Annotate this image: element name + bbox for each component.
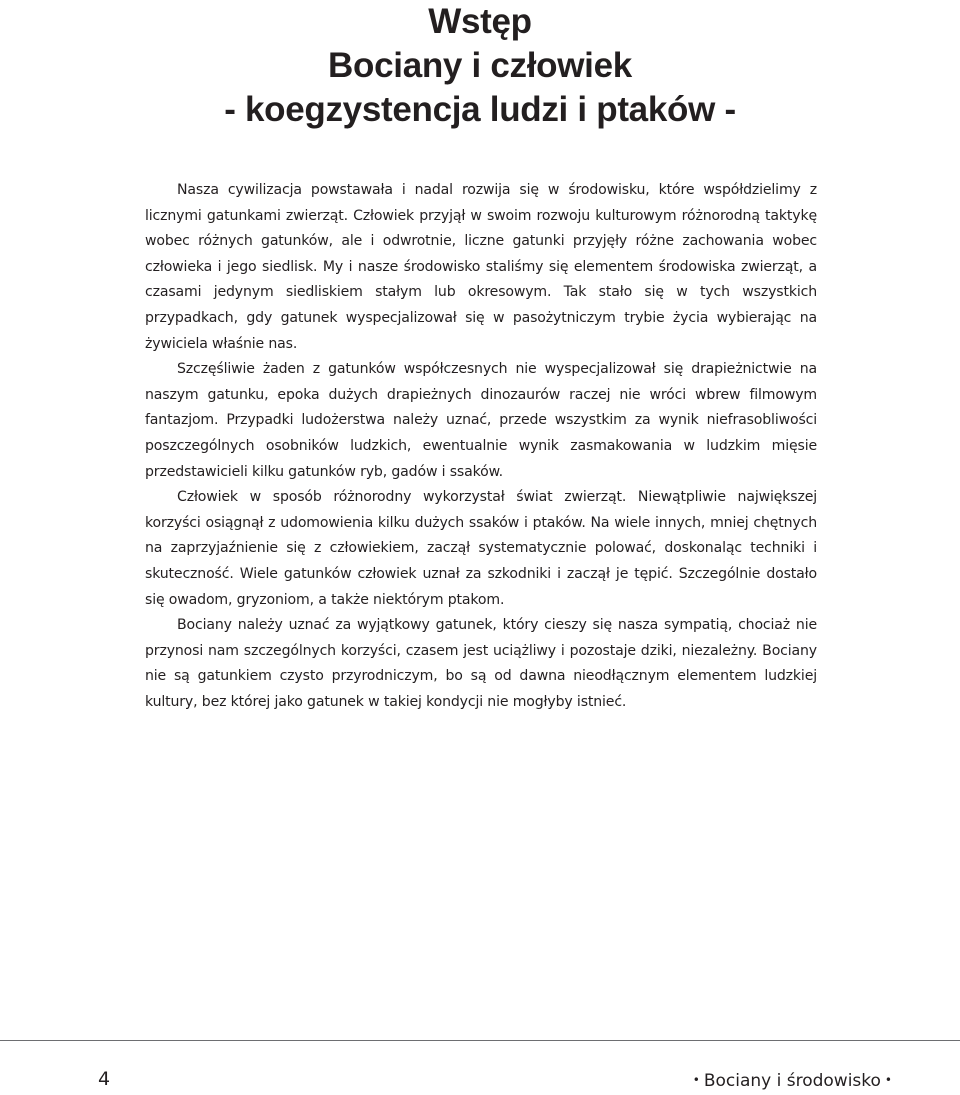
bullet-right-icon: •: [884, 1073, 892, 1087]
paragraph-3: Człowiek w sposób różnorodny wykorzystał świat zwierząt. Niewątpliwie największej korzyści osiągnął z udomowienia kilku dużych ssaków i ptaków. Na wiele innych, mniej chętnych na zaprzyjaźnienie się z człowiekiem, zaczął systematycznie polować, doskonaląc techniki i skuteczność. Wiele gatunków człowiek uznał za szkodniki i zaczął je tępić. Szczególnie dostało się owadom, gryzoniom, a także niektórym ptakom.: [145, 489, 817, 608]
chapter-heading: [0, 0, 960, 132]
heading-line-3: - koegzystencja ludzi i ptaków -: [224, 90, 736, 129]
running-footer: [689, 1068, 896, 1093]
body-text: [145, 178, 817, 715]
page-number: 4: [98, 1068, 111, 1090]
section-title: Bociany i środowisko: [703, 1071, 881, 1091]
paragraph-4: Bociany należy uznać za wyjątkowy gatunek, który cieszy się nasza sympatią, chociaż nie przynosi nam szczególnych korzyści, czasem jest uciążliwy i pozostaje dziki, niezależny. Bociany nie są gatunkiem czysto przyrodniczym, bo są od dawna nieodłącznym elementem ludzkiej kultury, bez której jako gatunek w takiej kondycji nie mogłyby istnieć.: [145, 617, 817, 710]
heading-line-1: Wstęp: [428, 2, 532, 41]
paragraph-2: Szczęśliwie żaden z gatunków współczesnych nie wyspecjalizował się drapieżnictwie na naszym gatunku, epoka dużych drapieżnych dinozaurów raczej nie wróci wbrew filmowym fantazjom. Przypadki ludożerstwa należy uznać, przede wszystkim za wynik niefrasobliwości poszczególnych osobników ludzkich, ewentualnie wynik zasmakowania w ludzkim mięsie przedstawicieli kilku gatunków ryb, gadów i ssaków.: [145, 361, 817, 480]
paragraph-1: Nasza cywilizacja powstawała i nadal rozwija się w środowisku, które współdzielimy z licznymi gatunkami zwierząt. Człowiek przyjął w swoim rozwoju kulturowym różnorodną taktykę wobec różnych gatunków, ale i odwrotnie, liczne gatunki przyjęły różne zachowania wobec człowieka i jego siedlisk. My i nasze środowisko staliśmy się elementem środowiska zwierząt, a czasami jedynym siedliskiem stałym lub okresowym. Tak stało się w tych wszystkich przypadkach, gdy gatunek wyspecjalizował się w pasożytniczym trybie życia wybierając na żywiciela właśnie nas.: [145, 182, 817, 352]
bullet-left-icon: •: [692, 1073, 700, 1087]
heading-line-2: Bociany i człowiek: [328, 46, 632, 85]
footer-divider: [0, 1040, 960, 1041]
